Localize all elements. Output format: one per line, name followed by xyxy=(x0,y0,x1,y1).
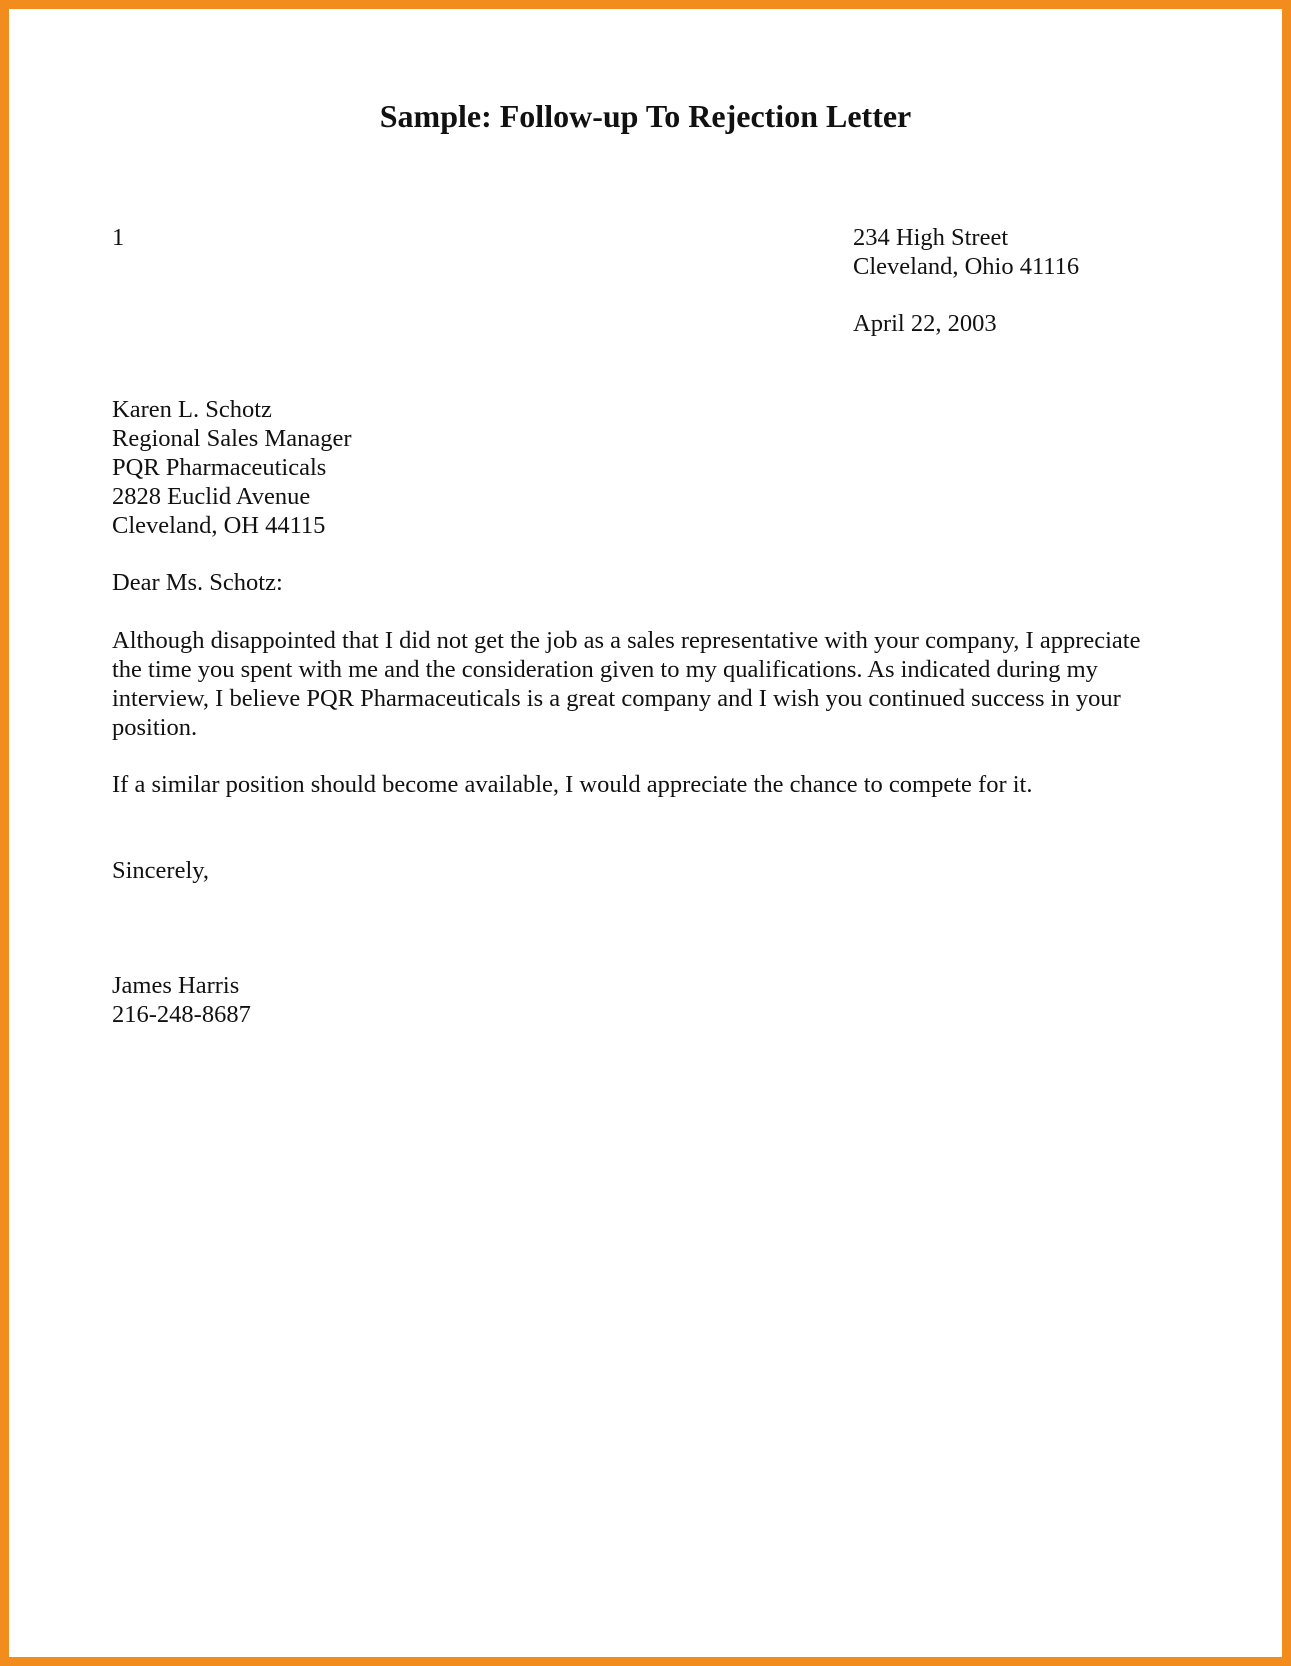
paragraph-line: interview, I believe PQR Pharmaceuticals is a great company and I wish you continued success in your xyxy=(112,685,1121,712)
document-title: Sample: Follow-up To Rejection Letter xyxy=(379,98,912,134)
signature-name: James Harris xyxy=(112,972,240,999)
body-paragraph-1 xyxy=(112,626,1172,742)
sender-street: 234 High Street xyxy=(853,224,1009,251)
signature-phone: 216-248-8687 xyxy=(112,1001,251,1028)
salutation: Dear Ms. Schotz: xyxy=(112,569,283,596)
paragraph-line: If a similar position should become available, I would appreciate the chance to compete for it. xyxy=(112,771,1033,798)
page-number: 1 xyxy=(112,224,125,251)
recipient-name: Karen L. Schotz xyxy=(112,396,272,423)
letter-date: April 22, 2003 xyxy=(853,310,997,337)
sender-city: Cleveland, Ohio 41116 xyxy=(853,253,1080,280)
recipient-title: Regional Sales Manager xyxy=(112,425,352,452)
paragraph-line: the time you spent with me and the consideration given to my qualifications. As indicated during my xyxy=(112,656,1098,683)
signature-block xyxy=(112,971,251,1029)
recipient-company: PQR Pharmaceuticals xyxy=(112,454,327,481)
paragraph-line: position. xyxy=(112,714,198,741)
recipient-address xyxy=(112,395,352,540)
recipient-city: Cleveland, OH 44115 xyxy=(112,512,326,539)
recipient-street: 2828 Euclid Avenue xyxy=(112,483,311,510)
paragraph-line: Although disappointed that I did not get the job as a sales representative with your company, I appreciate xyxy=(112,627,1141,654)
closing: Sincerely, xyxy=(112,857,210,884)
sender-address xyxy=(853,223,1079,281)
body-paragraph-2 xyxy=(112,770,1172,799)
